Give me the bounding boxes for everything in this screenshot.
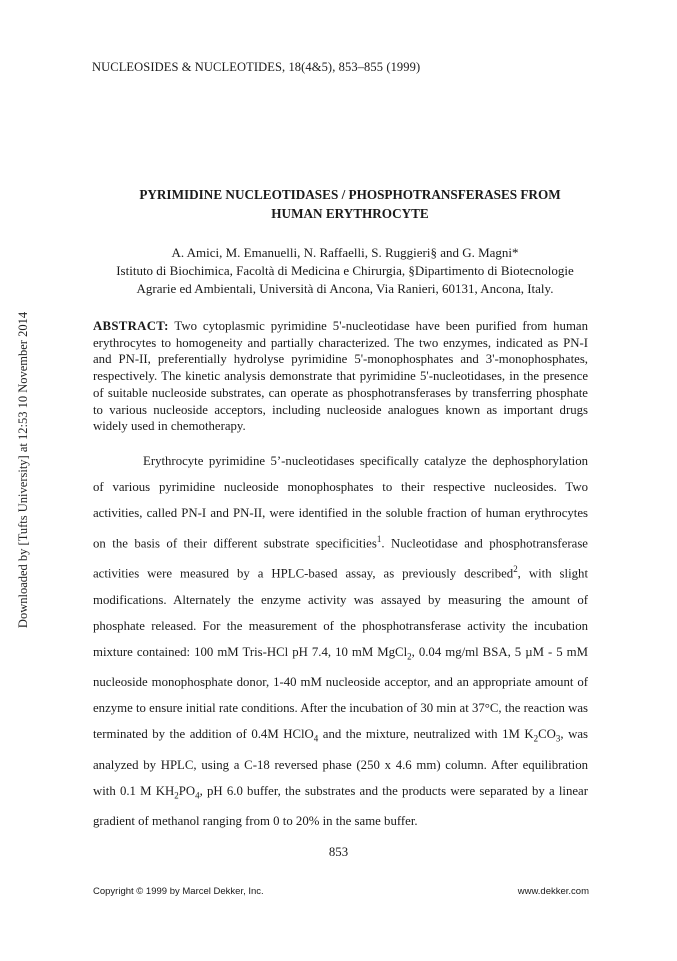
body-text-segment: . Nucleotidase and phosphotransferase activities were measured by a HPLC-based assay, as previously described	[93, 536, 588, 581]
author-block	[90, 244, 600, 298]
reference-2[interactable]: 2	[513, 564, 518, 575]
body-text	[93, 448, 588, 834]
journal-header: NUCLEOSIDES & NUCLEOTIDES, 18(4&5), 853–855 (1999)	[92, 60, 421, 74]
download-watermark: Downloaded by [Tufts University] at 12:53 10 November 2014	[16, 311, 30, 629]
abstract-text: Two cytoplasmic pyrimidine 5'-nucleotidase have been purified from human erythrocytes to homogeneity and partially characterized. The two enzymes, indicated as PN-I and PN-II, preferentially hydrolyse pyrimidine 5'-monophosphates and 3'-monophosphates, respectively. The kinetic analysis demonstrate that pyrimidine 5'-nucleotidases, in the presence of suitable nucleoside substrates, can operate as phosphotransferases by transferring phosphate to various nucleoside acceptors, including nucleoside analogues known as important drugs widely used in chemotherapy.	[93, 319, 588, 434]
paper-title	[95, 185, 605, 223]
subscript: 2	[174, 790, 179, 801]
body-text-segment: , was analyzed by HPLC, using a C-18 reversed phase (250 x 4.6 mm) column. After equilibration with 0.1 M KH	[93, 727, 588, 798]
subscript: 4	[313, 733, 319, 744]
affiliation-line-2: Agrarie ed Ambientali, Università di Ancona, Via Ranieri, 60131, Ancona, Italy.	[136, 281, 554, 296]
body-paragraph	[93, 448, 588, 834]
affiliation-line-1: Istituto di Biochimica, Facoltà di Medicina e Chirurgia, §Dipartimento di Biotecnologie	[116, 263, 574, 278]
author-list: A. Amici, M. Emanuelli, N. Raffaelli, S. Ruggieri§ and G. Magni*	[171, 245, 519, 260]
body-text-segment: , pH 6.0 buffer, the substrates and the products were separated by a linear gradient of methanol ranging from 0 to 20% in the same buffer.	[93, 783, 588, 829]
subscript: 4	[195, 790, 200, 801]
publisher-website-link[interactable]: www.dekker.com	[517, 886, 589, 897]
page-number: 853	[328, 845, 349, 859]
body-text-segment: PO	[178, 783, 196, 798]
body-text-segment: and the mixture, neutralized with 1M K	[318, 727, 534, 742]
body-text-segment: , 0.04 mg/ml BSA, 5 µM - 5 mM nucleoside monophosphate donor, 1-40 mM nucleoside acceptor, and an appropriate amount of enzyme to ensure initial rate conditions. After the incubation of 30 min at 37°C, the reaction was terminated by the addition of 0.4M HClO	[93, 644, 588, 742]
body-text-segment: CO	[538, 727, 556, 742]
body-text-segment: , with slight modifications. Alternately the enzyme activity was assayed by measuring the amount of phosphate released. For the measurement of the phosphotransferase activity the incubation mixture contained: 100 mM Tris-HCl pH 7.4, 10 mM MgCl	[93, 566, 588, 659]
reference-1[interactable]: 1	[376, 534, 382, 544]
copyright-notice: Copyright © 1999 by Marcel Dekker, Inc.	[93, 886, 264, 897]
subscript: 3	[555, 733, 561, 744]
abstract-label: ABSTRACT:	[93, 319, 169, 333]
body-text-segment: Erythrocyte pyrimidine 5’-nucleotidases specifically catalyze the dephosphorylation of various pyrimidine nucleoside monophosphates to their respective nucleosides. Two activities, called PN-I and PN-II, were identified in the soluble fraction of human erythrocytes on the basis of their different substrate specificities	[93, 454, 588, 551]
abstract	[93, 318, 588, 435]
subscript: 2	[407, 651, 412, 662]
title-line-1: PYRIMIDINE NUCLEOTIDASES / PHOSPHOTRANSFERASES FROM	[139, 187, 561, 202]
subscript: 2	[533, 733, 539, 744]
title-line-2: HUMAN ERYTHROCYTE	[271, 206, 429, 221]
